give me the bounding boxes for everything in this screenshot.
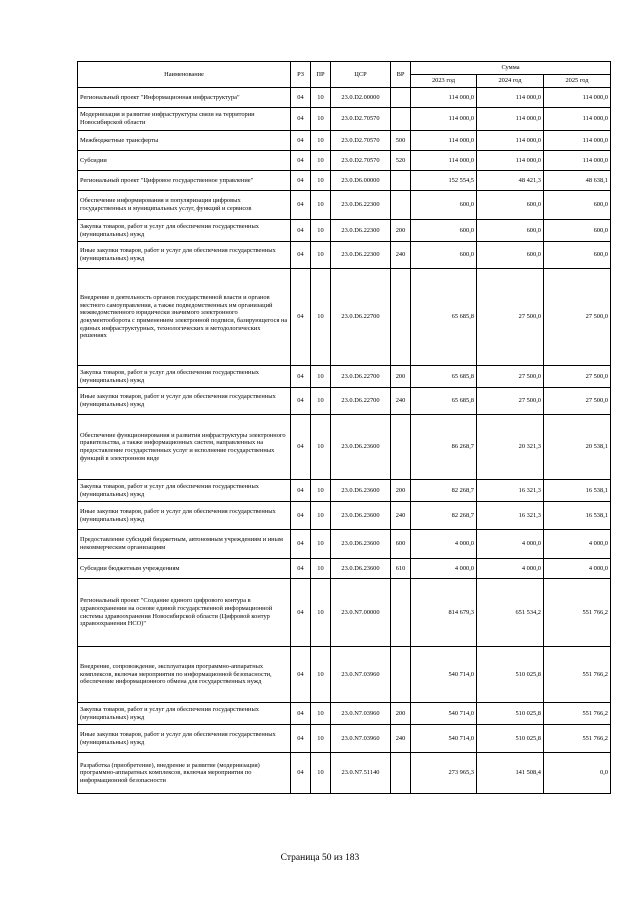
row-pr: 10 [311, 388, 331, 415]
table-row [78, 530, 611, 559]
row-rz: 04 [291, 269, 311, 366]
row-sum-2025: 551 766,2 [544, 579, 611, 647]
row-pr: 10 [311, 269, 331, 366]
row-pr: 10 [311, 725, 331, 753]
row-vr [391, 88, 411, 108]
row-sum-2025: 114 000,0 [544, 108, 611, 131]
row-sum-2023: 540 714,0 [411, 703, 477, 725]
row-vr: 200 [391, 480, 411, 502]
row-name: Модернизация и развитие инфраструктуры связи на территории Новосибирской области [78, 108, 291, 131]
row-vr: 200 [391, 703, 411, 725]
row-rz: 04 [291, 131, 311, 151]
row-rz: 04 [291, 579, 311, 647]
row-name: Субсидии [78, 151, 291, 171]
row-csr: 23.0.D6.22300 [331, 191, 391, 220]
row-rz: 04 [291, 559, 311, 579]
table-row [78, 415, 611, 480]
table-row [78, 220, 611, 242]
table-row [78, 579, 611, 647]
row-csr: 23.0.D6.22700 [331, 366, 391, 388]
row-sum-2023: 600,0 [411, 220, 477, 242]
row-sum-2023: 540 714,0 [411, 647, 477, 703]
row-vr: 610 [391, 559, 411, 579]
row-name: Внедрение в деятельность органов государственной власти и органов местного самоуправления, а также подведомственных им организаций межведомственного юридически значимого электронного документооборота с применением электронной подписи, базирующегося на единых инфраструктурных, технологических и методологических решениях [78, 269, 291, 366]
header-name: Наименование [78, 62, 291, 88]
row-name: Региональный проект "Информационная инфраструктура" [78, 88, 291, 108]
row-sum-2024: 114 000,0 [477, 108, 544, 131]
row-pr: 10 [311, 131, 331, 151]
row-name: Закупка товаров, работ и услуг для обеспечения государственных (муниципальных) нужд [78, 220, 291, 242]
table-row [78, 725, 611, 753]
row-vr: 240 [391, 725, 411, 753]
header-csr: ЦСР [331, 62, 391, 88]
row-pr: 10 [311, 502, 331, 530]
header-rz: РЗ [291, 62, 311, 88]
row-csr: 23.0.N7.03960 [331, 647, 391, 703]
row-sum-2025: 4 000,0 [544, 530, 611, 559]
row-vr [391, 579, 411, 647]
row-name: Закупка товаров, работ и услуг для обеспечения государственных (муниципальных) нужд [78, 703, 291, 725]
row-sum-2024: 141 508,4 [477, 753, 544, 794]
row-sum-2024: 114 000,0 [477, 131, 544, 151]
row-csr: 23.0.D2.00000 [331, 88, 391, 108]
row-pr: 10 [311, 220, 331, 242]
row-vr [391, 108, 411, 131]
row-sum-2025: 114 000,0 [544, 88, 611, 108]
row-pr: 10 [311, 366, 331, 388]
row-sum-2023: 114 000,0 [411, 151, 477, 171]
row-csr: 23.0.D6.23600 [331, 502, 391, 530]
row-pr: 10 [311, 530, 331, 559]
row-pr: 10 [311, 242, 331, 269]
row-pr: 10 [311, 151, 331, 171]
table-row [78, 388, 611, 415]
row-pr: 10 [311, 415, 331, 480]
table-row [78, 131, 611, 151]
row-vr [391, 269, 411, 366]
row-csr: 23.0.N7.03960 [331, 703, 391, 725]
row-rz: 04 [291, 108, 311, 131]
table-row [78, 366, 611, 388]
row-pr: 10 [311, 171, 331, 191]
row-pr: 10 [311, 108, 331, 131]
row-sum-2024: 16 321,3 [477, 480, 544, 502]
row-name: Обеспечение функционирования и развития инфраструктуры электронного правительства, а также информационных систем, направленных на предоставление государственных услуг и исполнение государственных функций в электронном виде [78, 415, 291, 480]
row-name: Иные закупки товаров, работ и услуг для обеспечения государственных (муниципальных) нужд [78, 502, 291, 530]
row-sum-2024: 48 421,3 [477, 171, 544, 191]
table-row [78, 242, 611, 269]
row-vr: 240 [391, 388, 411, 415]
row-pr: 10 [311, 480, 331, 502]
table-row [78, 191, 611, 220]
row-rz: 04 [291, 242, 311, 269]
table-row [78, 480, 611, 502]
row-sum-2023: 114 000,0 [411, 108, 477, 131]
row-sum-2025: 20 538,1 [544, 415, 611, 480]
row-name: Внедрение, сопровождение, эксплуатация программно-аппаратных комплексов, включая мероприятия по информационной безопасности, обеспечение информационного обмена для государственных нужд [78, 647, 291, 703]
row-sum-2025: 114 000,0 [544, 151, 611, 171]
row-sum-2023: 82 268,7 [411, 502, 477, 530]
table-row [78, 171, 611, 191]
row-rz: 04 [291, 753, 311, 794]
row-csr: 23.0.D6.22300 [331, 220, 391, 242]
row-vr: 200 [391, 366, 411, 388]
row-vr: 200 [391, 220, 411, 242]
row-sum-2024: 114 000,0 [477, 151, 544, 171]
row-sum-2023: 273 965,3 [411, 753, 477, 794]
row-csr: 23.0.D2.70570 [331, 108, 391, 131]
row-vr [391, 647, 411, 703]
row-rz: 04 [291, 388, 311, 415]
row-sum-2025: 27 500,0 [544, 388, 611, 415]
row-sum-2023: 152 554,5 [411, 171, 477, 191]
row-pr: 10 [311, 753, 331, 794]
row-vr: 240 [391, 242, 411, 269]
row-sum-2025: 48 638,1 [544, 171, 611, 191]
row-rz: 04 [291, 647, 311, 703]
row-csr: 23.0.D2.70570 [331, 131, 391, 151]
row-rz: 04 [291, 530, 311, 559]
table-row [78, 269, 611, 366]
row-csr: 23.0.N7.03960 [331, 725, 391, 753]
row-sum-2025: 16 538,1 [544, 480, 611, 502]
row-sum-2024: 20 321,3 [477, 415, 544, 480]
row-sum-2025: 4 000,0 [544, 559, 611, 579]
table-row [78, 502, 611, 530]
row-rz: 04 [291, 191, 311, 220]
row-pr: 10 [311, 579, 331, 647]
table-header [78, 62, 611, 88]
row-name: Региональный проект "Цифровое государственное управление" [78, 171, 291, 191]
row-sum-2025: 27 500,0 [544, 269, 611, 366]
row-sum-2023: 814 679,3 [411, 579, 477, 647]
row-sum-2023: 65 685,8 [411, 366, 477, 388]
row-name: Разработка (приобретение), внедрение и развитие (модернизация) программно-аппаратных комплексов, включая мероприятия по информационной безопасности [78, 753, 291, 794]
row-pr: 10 [311, 88, 331, 108]
row-sum-2024: 4 000,0 [477, 530, 544, 559]
row-csr: 23.0.D6.23600 [331, 480, 391, 502]
table-body [78, 88, 611, 794]
row-sum-2025: 551 766,2 [544, 703, 611, 725]
row-sum-2023: 4 000,0 [411, 530, 477, 559]
table-row [78, 151, 611, 171]
row-rz: 04 [291, 415, 311, 480]
row-sum-2023: 114 000,0 [411, 131, 477, 151]
row-vr: 240 [391, 502, 411, 530]
row-sum-2024: 510 025,8 [477, 725, 544, 753]
row-name: Иные закупки товаров, работ и услуг для обеспечения государственных (муниципальных) нужд [78, 242, 291, 269]
row-vr: 500 [391, 131, 411, 151]
row-name: Субсидии бюджетным учреждениям [78, 559, 291, 579]
row-csr: 23.0.D6.23600 [331, 415, 391, 480]
row-sum-2024: 651 534,2 [477, 579, 544, 647]
row-sum-2023: 600,0 [411, 191, 477, 220]
table-row [78, 753, 611, 794]
row-name: Предоставление субсидий бюджетным, автономным учреждениям и иным некоммерческим организациям [78, 530, 291, 559]
row-sum-2023: 114 000,0 [411, 88, 477, 108]
row-csr: 23.0.D6.23600 [331, 559, 391, 579]
row-sum-2025: 600,0 [544, 242, 611, 269]
row-rz: 04 [291, 725, 311, 753]
row-csr: 23.0.D6.22700 [331, 388, 391, 415]
row-vr [391, 415, 411, 480]
row-sum-2023: 86 268,7 [411, 415, 477, 480]
row-sum-2025: 600,0 [544, 220, 611, 242]
row-sum-2024: 114 000,0 [477, 88, 544, 108]
row-csr: 23.0.D2.70570 [331, 151, 391, 171]
table-row [78, 108, 611, 131]
row-sum-2024: 27 500,0 [477, 366, 544, 388]
row-sum-2024: 600,0 [477, 242, 544, 269]
row-vr [391, 191, 411, 220]
row-vr: 520 [391, 151, 411, 171]
row-rz: 04 [291, 151, 311, 171]
row-rz: 04 [291, 366, 311, 388]
row-sum-2023: 540 714,0 [411, 725, 477, 753]
row-sum-2023: 600,0 [411, 242, 477, 269]
row-rz: 04 [291, 502, 311, 530]
row-sum-2024: 16 321,3 [477, 502, 544, 530]
row-sum-2024: 27 500,0 [477, 388, 544, 415]
budget-table [77, 61, 611, 794]
row-rz: 04 [291, 88, 311, 108]
row-name: Региональный проект "Создание единого цифрового контура в здравоохранении на основе единой государственной информационной системы здравоохранения Новосибирской области (Цифровой контур здравоохранения НСО)" [78, 579, 291, 647]
row-csr: 23.0.D6.22300 [331, 242, 391, 269]
row-sum-2024: 4 000,0 [477, 559, 544, 579]
row-sum-2025: 114 000,0 [544, 131, 611, 151]
header-year-2023: 2023 год [411, 75, 477, 88]
row-pr: 10 [311, 703, 331, 725]
row-sum-2024: 510 025,8 [477, 703, 544, 725]
row-sum-2025: 551 766,2 [544, 725, 611, 753]
row-csr: 23.0.D6.22700 [331, 269, 391, 366]
header-sum: Сумма [411, 62, 611, 75]
header-year-2025: 2025 год [544, 75, 611, 88]
row-sum-2023: 65 685,8 [411, 388, 477, 415]
row-name: Иные закупки товаров, работ и услуг для обеспечения государственных (муниципальных) нужд [78, 388, 291, 415]
row-sum-2024: 27 500,0 [477, 269, 544, 366]
header-pr: ПР [311, 62, 331, 88]
row-vr: 600 [391, 530, 411, 559]
row-sum-2024: 600,0 [477, 220, 544, 242]
row-sum-2025: 0,0 [544, 753, 611, 794]
table-row [78, 647, 611, 703]
table-row [78, 703, 611, 725]
row-csr: 23.0.D6.00000 [331, 171, 391, 191]
row-name: Закупка товаров, работ и услуг для обеспечения государственных (муниципальных) нужд [78, 480, 291, 502]
row-pr: 10 [311, 559, 331, 579]
row-csr: 23.0.N7.00000 [331, 579, 391, 647]
row-csr: 23.0.D6.23600 [331, 530, 391, 559]
row-sum-2024: 600,0 [477, 191, 544, 220]
row-vr [391, 753, 411, 794]
row-name: Иные закупки товаров, работ и услуг для обеспечения государственных (муниципальных) нужд [78, 725, 291, 753]
table-row [78, 559, 611, 579]
table-row [78, 88, 611, 108]
row-rz: 04 [291, 703, 311, 725]
row-sum-2025: 16 538,1 [544, 502, 611, 530]
row-sum-2023: 65 685,8 [411, 269, 477, 366]
row-sum-2024: 510 025,8 [477, 647, 544, 703]
header-year-2024: 2024 год [477, 75, 544, 88]
row-vr [391, 171, 411, 191]
row-sum-2025: 27 500,0 [544, 366, 611, 388]
header-vr: ВР [391, 62, 411, 88]
row-name: Межбюджетные трансферты [78, 131, 291, 151]
row-name: Закупка товаров, работ и услуг для обеспечения государственных (муниципальных) нужд [78, 366, 291, 388]
row-pr: 10 [311, 191, 331, 220]
row-rz: 04 [291, 220, 311, 242]
row-pr: 10 [311, 647, 331, 703]
row-name: Обеспечение информирования и популяризация цифровых государственных и муниципальных услуг, функций и сервисов [78, 191, 291, 220]
row-sum-2025: 551 766,2 [544, 647, 611, 703]
row-csr: 23.0.N7.51140 [331, 753, 391, 794]
row-rz: 04 [291, 480, 311, 502]
row-sum-2025: 600,0 [544, 191, 611, 220]
row-sum-2023: 82 268,7 [411, 480, 477, 502]
row-rz: 04 [291, 171, 311, 191]
page-number: Страница 50 из 183 [280, 853, 360, 863]
row-sum-2023: 4 000,0 [411, 559, 477, 579]
